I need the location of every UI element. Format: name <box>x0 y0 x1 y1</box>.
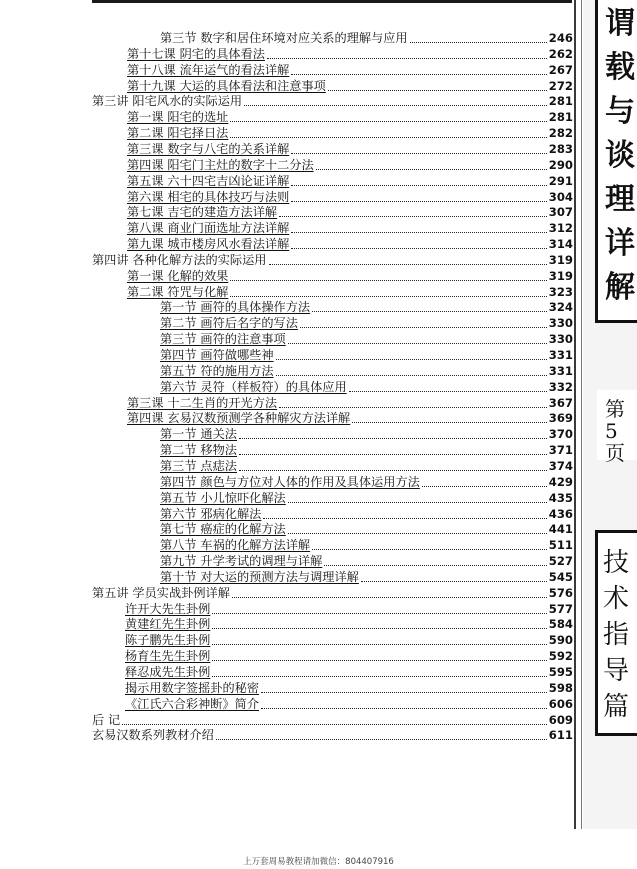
toc-entry-title: 第十节 对大运的预测方法与调理详解 <box>160 569 359 584</box>
toc-entry-title: 许开大先生卦例 <box>125 601 211 616</box>
toc-entry-title: 第三节 画符的注意事项 <box>160 332 286 347</box>
footer-note: 上万套周易教程请加微信：804407916 <box>243 857 394 867</box>
toc-entry <box>0 665 574 680</box>
toc-entry-page: 435 <box>548 490 573 505</box>
toc-leader-dots <box>122 724 547 725</box>
toc-entry-title: 第五节 符的施用方法 <box>160 363 274 378</box>
toc-entry-page: 290 <box>548 157 573 172</box>
side-char: 术 <box>603 584 630 614</box>
toc-entry-page: 598 <box>548 680 573 695</box>
toc-leader-dots <box>239 454 547 455</box>
toc-entry-title: 第一课 化解的效果 <box>127 268 229 283</box>
toc-entry-title: 释忍成先生卦例 <box>125 665 211 679</box>
toc-entry-page: 324 <box>548 300 573 315</box>
toc-leader-dots <box>288 533 547 534</box>
toc-entry-title: 第二课 符咒与化解 <box>127 284 229 299</box>
toc-entry <box>0 697 574 712</box>
toc-entry <box>0 316 574 331</box>
toc-entry <box>0 300 574 315</box>
toc-leader-dots <box>269 264 547 265</box>
toc-leader-dots <box>288 502 547 503</box>
toc-leader-dots <box>410 42 547 43</box>
toc-entry-title: 第二节 画符后名字的写法 <box>160 316 298 331</box>
toc-leader-dots <box>288 343 547 344</box>
toc-entry <box>0 253 574 268</box>
toc-entry-page: 330 <box>548 332 573 347</box>
toc-entry <box>0 31 574 46</box>
toc-entry <box>0 459 574 474</box>
toc-leader-dots <box>276 359 547 360</box>
toc-entry-page: 367 <box>548 395 573 410</box>
toc-entry <box>0 443 574 458</box>
toc-entry-title: 黄建红先生卦例 <box>125 617 211 632</box>
toc-entry <box>0 491 574 506</box>
toc-leader-dots <box>216 739 547 740</box>
toc-leader-dots <box>422 486 547 487</box>
toc-entry-title: 揭示用数字签摇卦的秘密 <box>125 680 260 695</box>
toc-entry-title: 第一节 通关法 <box>160 427 237 442</box>
toc-entry-page: 429 <box>548 474 573 489</box>
toc-entry <box>0 348 574 363</box>
side-char: 篇 <box>603 692 630 722</box>
toc-entry-title: 后 记 <box>92 712 121 727</box>
toc-entry-page: 374 <box>548 458 573 473</box>
toc-entry-page: 314 <box>548 237 573 252</box>
toc-entry-title: 玄易汉数系列教材介绍 <box>92 728 214 743</box>
toc-entry <box>0 285 574 300</box>
toc-entry-page: 283 <box>548 141 573 156</box>
toc-leader-dots <box>328 90 547 91</box>
page-edge-rule-inner <box>581 0 582 829</box>
toc-entry-page: 246 <box>548 31 573 45</box>
toc-leader-dots <box>300 327 547 328</box>
toc-entry <box>0 602 574 617</box>
toc-leader-dots <box>244 105 547 106</box>
toc-entry <box>0 174 574 189</box>
toc-leader-dots <box>291 74 546 75</box>
toc-entry <box>0 475 574 490</box>
toc-entry <box>0 507 574 522</box>
toc-leader-dots <box>212 613 546 614</box>
toc-entry-page: 304 <box>548 189 573 204</box>
toc-entry-page: 590 <box>548 633 573 648</box>
toc-entry-title: 第五讲 学员实战卦例详解 <box>92 585 230 600</box>
toc-entry-page: 281 <box>548 110 573 125</box>
toc-entry <box>0 110 574 125</box>
toc-entry <box>0 237 574 252</box>
toc-entry-title: 第四课 玄易汉数预测学各种解灾方法详解 <box>127 411 351 426</box>
toc-leader-dots <box>267 58 547 59</box>
toc-entry <box>0 190 574 205</box>
toc-entry <box>0 364 574 379</box>
toc-entry <box>0 522 574 537</box>
side-char: 指 <box>603 620 630 650</box>
toc-leader-dots <box>212 644 546 645</box>
toc-entry-title: 第七节 癌症的化解方法 <box>160 522 286 537</box>
toc-entry-title: 第三课 十二生肖的开光方法 <box>127 395 278 410</box>
toc-entry-page: 331 <box>548 363 573 378</box>
toc-entry-page: 323 <box>548 284 573 299</box>
toc-leader-dots <box>276 375 547 376</box>
side-char: 导 <box>603 656 630 686</box>
toc-entry-page: 576 <box>548 585 573 600</box>
toc-entry-page: 307 <box>548 205 573 220</box>
side-char: 第 <box>605 397 625 421</box>
toc-entry-page: 291 <box>548 173 573 188</box>
side-char: 谓 <box>605 6 635 41</box>
toc-entry-page: 441 <box>548 522 573 537</box>
toc-leader-dots <box>291 185 546 186</box>
toc-entry-page: 262 <box>548 46 573 61</box>
toc-leader-dots <box>212 676 546 677</box>
toc-entry-title: 第三节 点痣法 <box>160 458 237 473</box>
side-char: 载 <box>605 50 635 85</box>
toc-entry <box>0 617 574 632</box>
toc-entry <box>0 649 574 664</box>
toc-entry-title: 杨育生先生卦例 <box>125 649 211 664</box>
toc-entry-title: 《江氏六合彩神断》简介 <box>125 696 260 711</box>
toc-leader-dots <box>239 470 547 471</box>
toc-entry <box>0 142 574 157</box>
toc-leader-dots <box>212 628 546 629</box>
toc-entry <box>0 269 574 284</box>
toc-leader-dots <box>349 391 547 392</box>
toc-entry-page: 330 <box>548 316 573 331</box>
toc-entry-page: 609 <box>548 712 573 727</box>
toc-entry <box>0 538 574 553</box>
toc-leader-dots <box>263 518 546 519</box>
side-char: 技 <box>603 548 630 578</box>
toc-entry <box>0 158 574 173</box>
toc-leader-dots <box>230 296 546 297</box>
toc-leader-dots <box>312 311 547 312</box>
side-char: 谈 <box>605 138 635 173</box>
toc-entry-title: 第三讲 阳宅风水的实际运用 <box>92 94 243 109</box>
toc-entry <box>0 94 574 109</box>
toc-entry-title: 第三课 数字与八宅的关系详解 <box>127 141 290 156</box>
toc-entry-page: 606 <box>548 696 573 711</box>
toc-entry-title: 陈子鹏先生卦例 <box>125 633 211 648</box>
toc-entry-title: 第十七课 阴宅的具体看法 <box>127 46 265 61</box>
toc-entry-page: 545 <box>548 569 573 584</box>
toc-entry-page: 267 <box>548 62 573 77</box>
side-char: 详 <box>605 226 635 261</box>
toc-entry-page: 577 <box>548 601 573 616</box>
toc-entry-page: 511 <box>548 538 573 553</box>
toc-entry-title: 第九课 城市楼房风水看法详解 <box>127 237 290 252</box>
toc-leader-dots <box>291 153 546 154</box>
toc-entry <box>0 380 574 395</box>
toc-entry-title: 第九节 升学考试的调理与详解 <box>160 554 323 569</box>
toc-entry <box>0 713 574 728</box>
toc-entry-page: 331 <box>548 348 573 362</box>
toc-entry-title: 第二课 阳宅择日法 <box>127 126 229 141</box>
toc-entry-page: 611 <box>548 728 573 743</box>
toc-entry-title: 第六节 邪病化解法 <box>160 506 262 521</box>
toc-entry-page: 371 <box>548 443 573 458</box>
toc-entry-title: 第一课 阳宅的选址 <box>127 110 229 125</box>
toc-leader-dots <box>316 169 547 170</box>
toc-entry-title: 第四节 画符做哪些神 <box>160 348 274 362</box>
toc-entry-page: 272 <box>548 78 573 93</box>
toc-leader-dots <box>279 216 547 217</box>
toc-leader-dots <box>230 121 546 122</box>
side-char: 与 <box>605 94 635 129</box>
adjacent-page-strip <box>583 0 637 829</box>
toc-leader-dots <box>261 708 547 709</box>
toc-entry-title: 第四课 阳宅门主灶的数字十二分法 <box>127 157 314 172</box>
toc-entry-page: 312 <box>548 221 573 236</box>
toc-entry-title: 第五节 小儿惊吓化解法 <box>160 490 286 505</box>
toc-entry <box>0 570 574 585</box>
toc-leader-dots <box>291 201 546 202</box>
toc-leader-dots <box>261 692 547 693</box>
toc-entry-page: 595 <box>548 665 573 679</box>
page-edge-rule <box>574 0 576 829</box>
toc-entry <box>0 633 574 648</box>
toc-entry-title: 第四节 颜色与方位对人体的作用及具体运用方法 <box>160 474 420 489</box>
toc-entry <box>0 396 574 411</box>
toc-entry-page: 332 <box>548 379 573 394</box>
toc-entry-title: 第八节 车祸的化解方法详解 <box>160 538 311 553</box>
toc-entry <box>0 681 574 696</box>
toc-entry <box>0 554 574 569</box>
toc-leader-dots <box>291 232 546 233</box>
toc-leader-dots <box>312 549 547 550</box>
toc-entry <box>0 47 574 62</box>
toc-leader-dots <box>239 438 547 439</box>
toc-entry-page: 370 <box>548 427 573 442</box>
toc-entry <box>0 63 574 78</box>
toc-entry-page: 436 <box>548 506 573 521</box>
toc-entry-title: 第六节 灵符（样板符）的具体应用 <box>160 379 347 394</box>
toc-entry-page: 584 <box>548 617 573 632</box>
toc-entry-title: 第三节 数字和居住环境对应关系的理解与应用 <box>160 31 408 45</box>
toc-entry-title: 第四讲 各种化解方法的实际运用 <box>92 252 267 267</box>
toc-leader-dots <box>230 137 546 138</box>
toc-entry <box>0 728 574 743</box>
toc-entry <box>0 427 574 442</box>
top-rule <box>92 0 572 3</box>
toc-entry-page: 319 <box>548 252 573 267</box>
toc-entry-page: 527 <box>548 554 573 569</box>
side-char: 理 <box>605 182 635 217</box>
toc-leader-dots <box>361 581 547 582</box>
side-char: 解 <box>605 270 635 305</box>
side-char: 页 <box>605 441 625 465</box>
toc-entry <box>0 221 574 236</box>
toc-entry-page: 369 <box>548 411 573 426</box>
toc-entry <box>0 126 574 141</box>
toc-entry <box>0 79 574 94</box>
toc-entry-title: 第一节 画符的具体操作方法 <box>160 300 311 315</box>
toc-entry-title: 第十九课 大运的具体看法和注意事项 <box>127 78 326 93</box>
toc-entry <box>0 205 574 220</box>
toc-entry-title: 第五课 六十四宅吉凶论证详解 <box>127 173 290 188</box>
toc-leader-dots <box>324 565 546 566</box>
toc-entry <box>0 332 574 347</box>
toc-entry-page: 282 <box>548 126 573 141</box>
toc-leader-dots <box>212 660 546 661</box>
toc-leader-dots <box>291 248 546 249</box>
toc-entry-title: 第六课 相宅的具体技巧与法则 <box>127 189 290 204</box>
toc-entry-title: 第七课 吉宅的建造方法详解 <box>127 205 278 220</box>
toc-entry-title: 第十八课 流年运气的看法详解 <box>127 62 290 77</box>
toc-entry-title: 第八课 商业门面选址方法详解 <box>127 221 290 236</box>
toc-entry-title: 第二节 移物法 <box>160 443 237 458</box>
toc-leader-dots <box>230 280 546 281</box>
toc-entry <box>0 586 574 601</box>
toc-entry-page: 592 <box>548 649 573 664</box>
toc-entry <box>0 411 574 426</box>
toc-leader-dots <box>352 422 547 423</box>
side-char: 5 <box>605 419 618 443</box>
toc-entry-page: 319 <box>548 268 573 283</box>
toc-leader-dots <box>232 597 547 598</box>
toc-leader-dots <box>279 407 547 408</box>
toc-entry-page: 281 <box>548 94 573 109</box>
